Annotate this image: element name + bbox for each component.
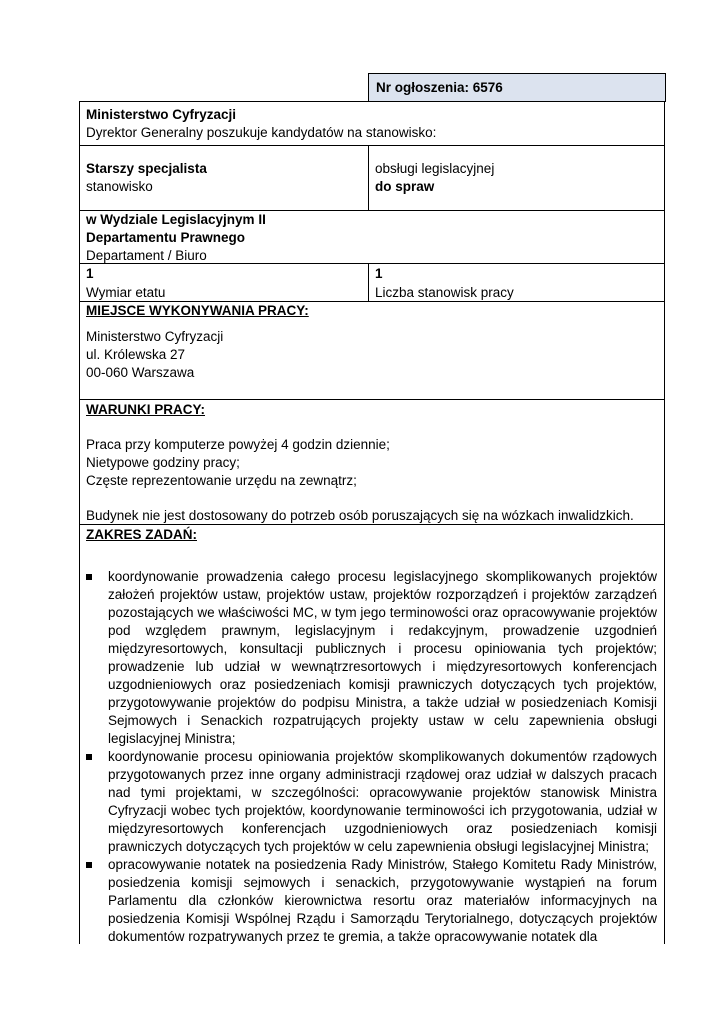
position-scope-bold: do spraw	[375, 179, 435, 194]
table-border	[664, 101, 665, 944]
duty-text: koordynowanie procesu opiniowania projektów skomplikowanych dokumentów rządowych przygotowanych przez inne organy administracji rządowej oraz udział w dalszych pracach nad tymi projektami, w szczególności: opracowywanie projektów stanowisk Ministra Cyfryzacji wobec tych projektów, koordynowanie terminowości ich przygotowania, udział w międzyresortowych konferencjach uzgodnieniowych oraz posiedzeniach komisji prawniczych dotyczących tych projektów w celu zapewnienia obsługi legislacyjnej Ministra;	[108, 749, 657, 854]
employer-name: Ministerstwo Cyfryzacji	[86, 107, 237, 122]
duty-text: koordynowanie prowadzenia całego procesu legislacyjnego skomplikowanych projektów założeń projektów ustaw, projektów ustaw, projektów rozporządzeń i projektów zarządzeń pozostających we właściwości MC, w tym jego terminowości oraz opracowywanie projektów pod względem prawnym, legislacyjnym i redakcyjnym, prowadzenie uzgodnień międzyresortowych, konsultacji publicznych i procesu opiniowania tych projektów; prowadzenie lub udział w wewnątrzresortowych i międzyresortowych konferencjach uzgodnieniowych oraz posiedzeniach komisji prawniczych dotyczących tych projektów, przygotowywanie projektów do podpisu Ministra, a także udział w posiedzeniach Komisji Sejmowych i Senackich rozpatrujących projekty ustaw w celu zapewnienia obsługi legislacyjnej Ministra;	[108, 569, 657, 746]
table-border	[368, 263, 369, 301]
table-border	[79, 101, 80, 944]
condition-line: Nietypowe godziny pracy;	[86, 455, 240, 470]
duty-text: opracowywanie notatek na posiedzenia Rady Ministrów, Stałego Komitetu Rady Ministrów, posiedzenia komisji sejmowych i senackich, przygotowywanie wystąpień na forum Parlamentu dla członków kierownictwa resortu oraz materiałów informacyjnych na posiedzenia Komisji Wspólnej Rządu i Samorządu Terytorialnego, dotyczących projektów dokumentów rozpatrywanych przez te gremia, a także opracowywanie notatek dla	[108, 857, 657, 944]
position-scope: obsługi legislacyjnej	[375, 161, 495, 176]
bullet-icon	[86, 754, 92, 760]
table-border	[368, 145, 369, 210]
positions-value: 1	[375, 266, 383, 281]
duties-heading: ZAKRES ZADAŃ:	[86, 527, 197, 542]
department-caption: Departament / Biuro	[86, 248, 207, 263]
employer-intro: Dyrektor Generalny poszukuje kandydatów na stanowisko:	[86, 125, 437, 140]
workplace-heading: MIEJSCE WYKONYWANIA PRACY:	[86, 303, 309, 318]
fte-caption: Wymiar etatu	[86, 285, 166, 300]
duties-list	[86, 568, 657, 946]
accessibility-note: Budynek nie jest dostosowany do potrzeb osób poruszających się na wózkach inwalidzkich.	[86, 508, 634, 523]
positions-caption: Liczba stanowisk pracy	[375, 285, 514, 300]
condition-line: Praca przy komputerze powyżej 4 godzin dziennie;	[86, 437, 390, 452]
announcement-number: Nr ogłoszenia: 6576	[376, 80, 503, 95]
department-line2: Departamentu Prawnego	[86, 230, 246, 245]
fte-value: 1	[86, 266, 94, 281]
workplace-line: 00-060 Warszawa	[86, 365, 195, 380]
list-item	[86, 568, 657, 748]
position-title-caption: stanowisko	[86, 179, 153, 194]
position-title: Starszy specjalista	[86, 161, 207, 176]
workplace-line: Ministerstwo Cyfryzacji	[86, 329, 224, 344]
condition-line: Częste reprezentowanie urzędu na zewnątrz;	[86, 473, 357, 488]
table-border	[79, 145, 665, 146]
conditions-heading: WARUNKI PRACY:	[86, 402, 205, 417]
table-border	[79, 101, 665, 102]
table-border	[79, 399, 665, 400]
department-line1: w Wydziale Legislacyjnym II	[86, 212, 266, 227]
bullet-icon	[86, 574, 92, 580]
workplace-line: ul. Królewska 27	[86, 347, 186, 362]
bullet-icon	[86, 862, 92, 868]
list-item	[86, 856, 657, 946]
announcement-number-cell	[368, 73, 666, 102]
list-item	[86, 748, 657, 856]
